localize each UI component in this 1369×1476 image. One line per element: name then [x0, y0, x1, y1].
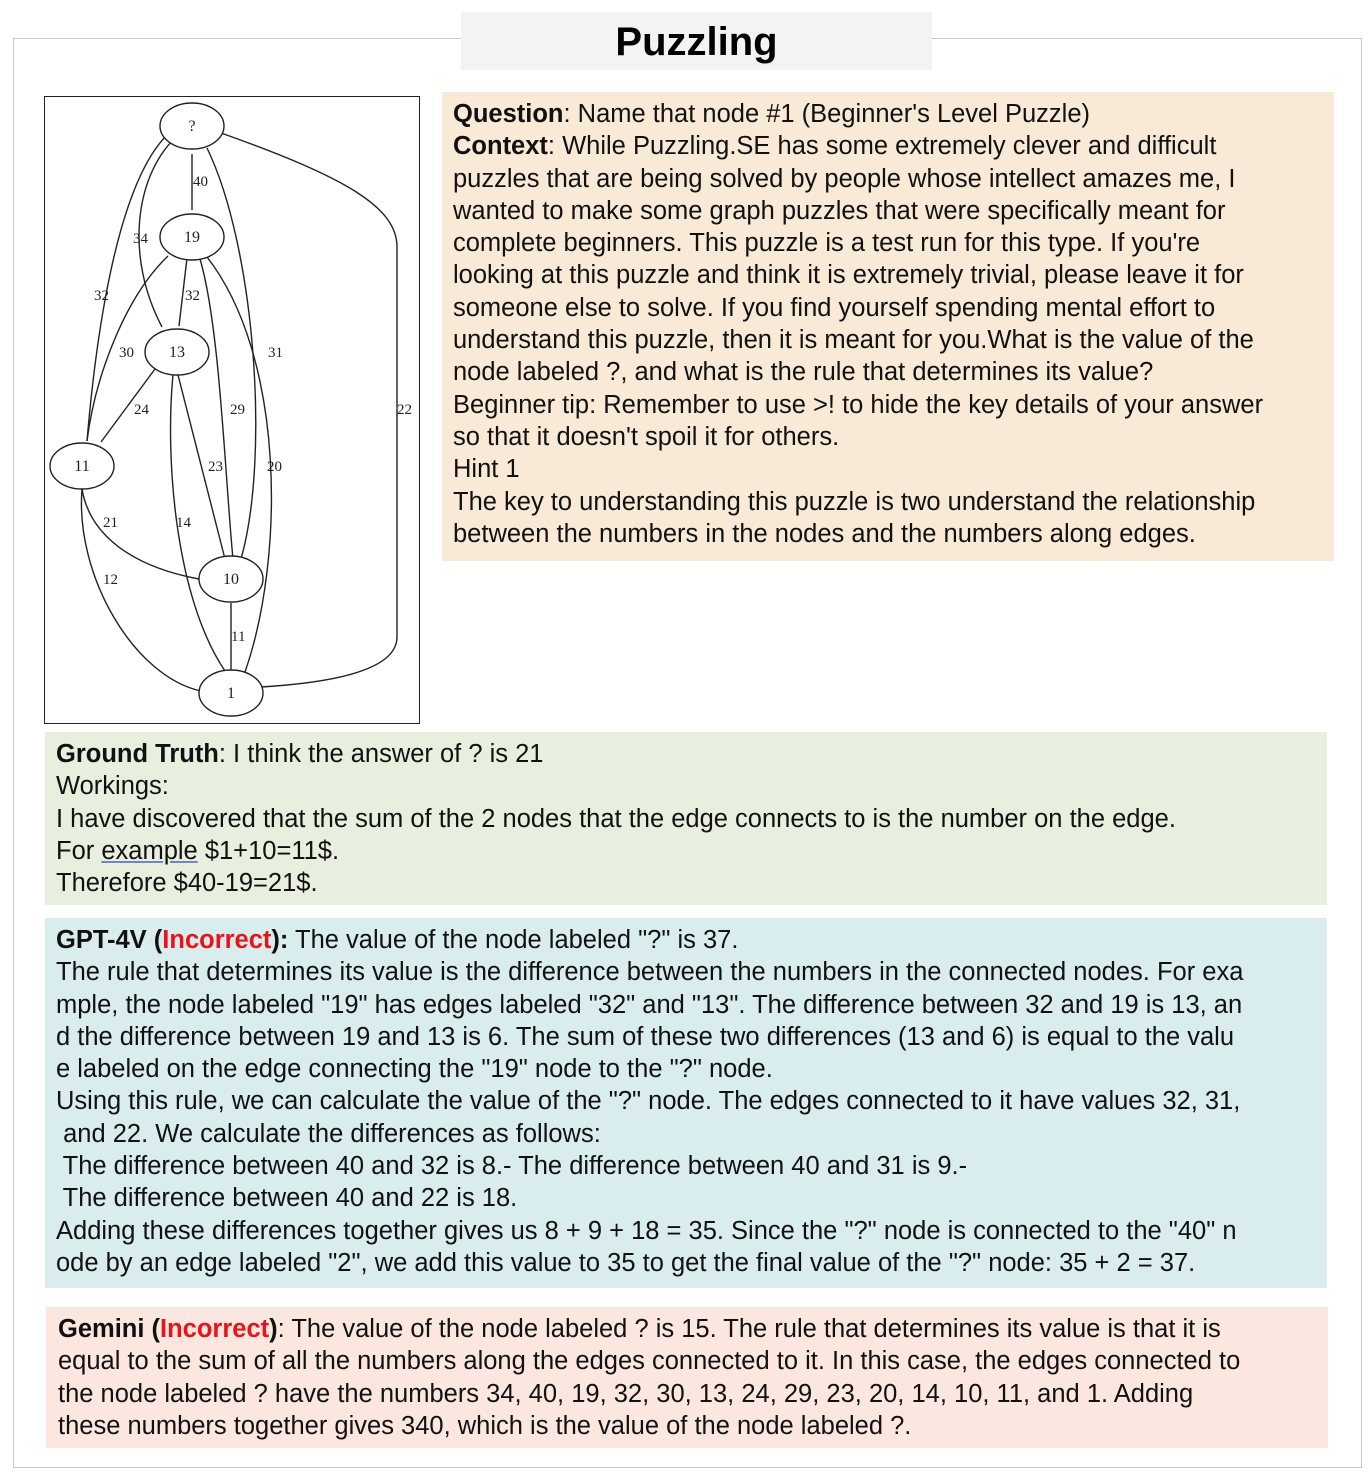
- ground-truth-line: I have discovered that the sum of the 2 nodes that the edge connects to is the number on the edge.: [56, 804, 1176, 833]
- edge-label: 32: [94, 288, 109, 304]
- gpt4v-line: [56, 924, 1316, 956]
- edge-q-10: [207, 148, 256, 559]
- context-line: The key to understanding this puzzle is two understand the relationship: [453, 487, 1256, 516]
- gemini-line: equal to the sum of all the numbers along the edges connected to it. In this case, the edges connected to: [58, 1347, 1241, 1376]
- edge-19-10: [200, 259, 233, 559]
- gpt4v-line: Adding these differences together gives us 8 + 9 + 18 = 35. Since the "?" node is connected to the "40" n: [56, 1216, 1237, 1245]
- gemini-line: these numbers together gives 340, which is the value of the node labeled ?.: [58, 1411, 912, 1440]
- edge-label: 31: [268, 345, 283, 361]
- gemini-text: : The value of the node labeled ? is 15. The rule that determines its value is that it is: [277, 1315, 1221, 1343]
- edge-label: 30: [119, 345, 134, 361]
- gemini-line: [58, 1313, 1316, 1345]
- edge-label: 11: [231, 629, 246, 645]
- gemini-label: Gemini (Incorrect): [58, 1315, 278, 1343]
- gpt4v-line: and 22. We calculate the differences as follows:: [56, 1119, 601, 1148]
- gpt4v-line: The rule that determines its value is the difference between the numbers in the connected nodes. For exa: [56, 958, 1244, 987]
- edge-label: 21: [103, 515, 118, 531]
- context-line: someone else to solve. If you find yourself spending mental effort to: [453, 293, 1216, 322]
- graph-figure: [44, 96, 420, 724]
- context-line: between the numbers in the nodes and the numbers along edges.: [453, 519, 1196, 548]
- edge-label: 14: [176, 515, 191, 531]
- node-label: 11: [74, 458, 90, 475]
- ground-truth-label: Ground Truth: [56, 740, 219, 768]
- graph-svg: [45, 97, 419, 723]
- gpt4v-line: The difference between 40 and 22 is 18.: [56, 1184, 518, 1213]
- edge-label: 22: [397, 402, 412, 418]
- context-line: so that it doesn't spoil it for others.: [453, 422, 840, 451]
- node-label: 19: [184, 229, 200, 246]
- gpt4v-text: The value of the node labeled "?" is 37.: [288, 926, 739, 954]
- edge-q-1: [221, 133, 397, 687]
- edge-label: 20: [267, 459, 282, 475]
- edge-label: 12: [103, 572, 118, 588]
- context-line: wanted to make some graph puzzles that were specifically meant for: [453, 196, 1226, 225]
- ground-truth-line: Therefore $40-19=21$.: [56, 869, 318, 898]
- node-label: ?: [188, 118, 196, 135]
- gemini-line: the node labeled ? have the numbers 34, 40, 19, 32, 30, 13, 24, 29, 23, 20, 14, 10, 11, and 1. Adding: [58, 1379, 1194, 1408]
- context-line: [453, 130, 1323, 162]
- context-line: understand this puzzle, then it is meant for you.What is the value of the: [453, 326, 1254, 355]
- gpt4v-line: e labeled on the edge connecting the "19" node to the "?" node.: [56, 1055, 773, 1084]
- edge-label: 23: [208, 459, 223, 475]
- gpt4v-label: GPT-4V (Incorrect):: [56, 926, 289, 954]
- context-line: Beginner tip: Remember to use >! to hide the key details of your answer: [453, 390, 1264, 419]
- context-line: looking at this puzzle and think it is extremely trivial, please leave it for: [453, 261, 1244, 290]
- gpt4v-verdict: Incorrect: [162, 926, 272, 954]
- context-text: : While Puzzling.SE has some extremely clever and difficult: [547, 132, 1217, 161]
- question-text: : Name that node #1 (Beginner's Level Puzzle): [563, 100, 1091, 128]
- question-box: [442, 92, 1334, 561]
- gemini-verdict: Incorrect: [160, 1315, 270, 1343]
- edge-label: 32: [185, 288, 200, 304]
- question-label: Question: [453, 100, 564, 128]
- context-line: Hint 1: [453, 455, 520, 484]
- question-line: [453, 98, 1323, 130]
- context-line: puzzles that are being solved by people whose intellect amazes me, I: [453, 164, 1236, 193]
- ground-truth-line: [56, 835, 1316, 867]
- edge-label: 40: [193, 174, 208, 190]
- edge-11-10: [82, 489, 199, 579]
- ground-truth-text: : I think the answer of ? is 21: [218, 740, 544, 768]
- gpt4v-box: [45, 918, 1327, 1288]
- edge-label: 34: [133, 231, 148, 247]
- gpt4v-line: d the difference between 19 and 13 is 6. The sum of these two differences (13 and 6) is equal to the valu: [56, 1022, 1235, 1051]
- context-label: Context: [453, 132, 548, 161]
- ground-truth-text: For: [56, 836, 102, 865]
- gemini-box: [46, 1307, 1328, 1448]
- edge-label: 29: [230, 402, 245, 418]
- ground-truth-line: [56, 738, 1316, 770]
- gpt4v-line: Using this rule, we can calculate the value of the "?" node. The edges connected to it have values 32, 31,: [56, 1087, 1241, 1116]
- gpt4v-line: ode by an edge labeled "2", we add this value to 35 to get the final value of the "?" node: 35 + 2 = 37.: [56, 1248, 1196, 1277]
- node-label: 1: [227, 685, 235, 702]
- node-label: 10: [223, 571, 239, 588]
- gpt4v-line: mple, the node labeled "19" has edges labeled "32" and "13". The difference between 32 and 19 is 13, an: [56, 990, 1243, 1019]
- edge-label: 24: [134, 402, 149, 418]
- example-link[interactable]: example: [101, 836, 198, 865]
- context-line: node labeled ?, and what is the rule that determines its value?: [453, 358, 1154, 387]
- page-title: Puzzling: [461, 12, 932, 70]
- ground-truth-text: $1+10=11$.: [197, 836, 340, 865]
- gpt4v-line: The difference between 40 and 32 is 8.- The difference between 40 and 31 is 9.-: [56, 1152, 968, 1181]
- ground-truth-line: Workings:: [56, 772, 169, 801]
- context-line: complete beginners. This puzzle is a test run for this type. If you're: [453, 229, 1201, 258]
- ground-truth-box: [45, 732, 1327, 905]
- node-label: 13: [169, 344, 185, 361]
